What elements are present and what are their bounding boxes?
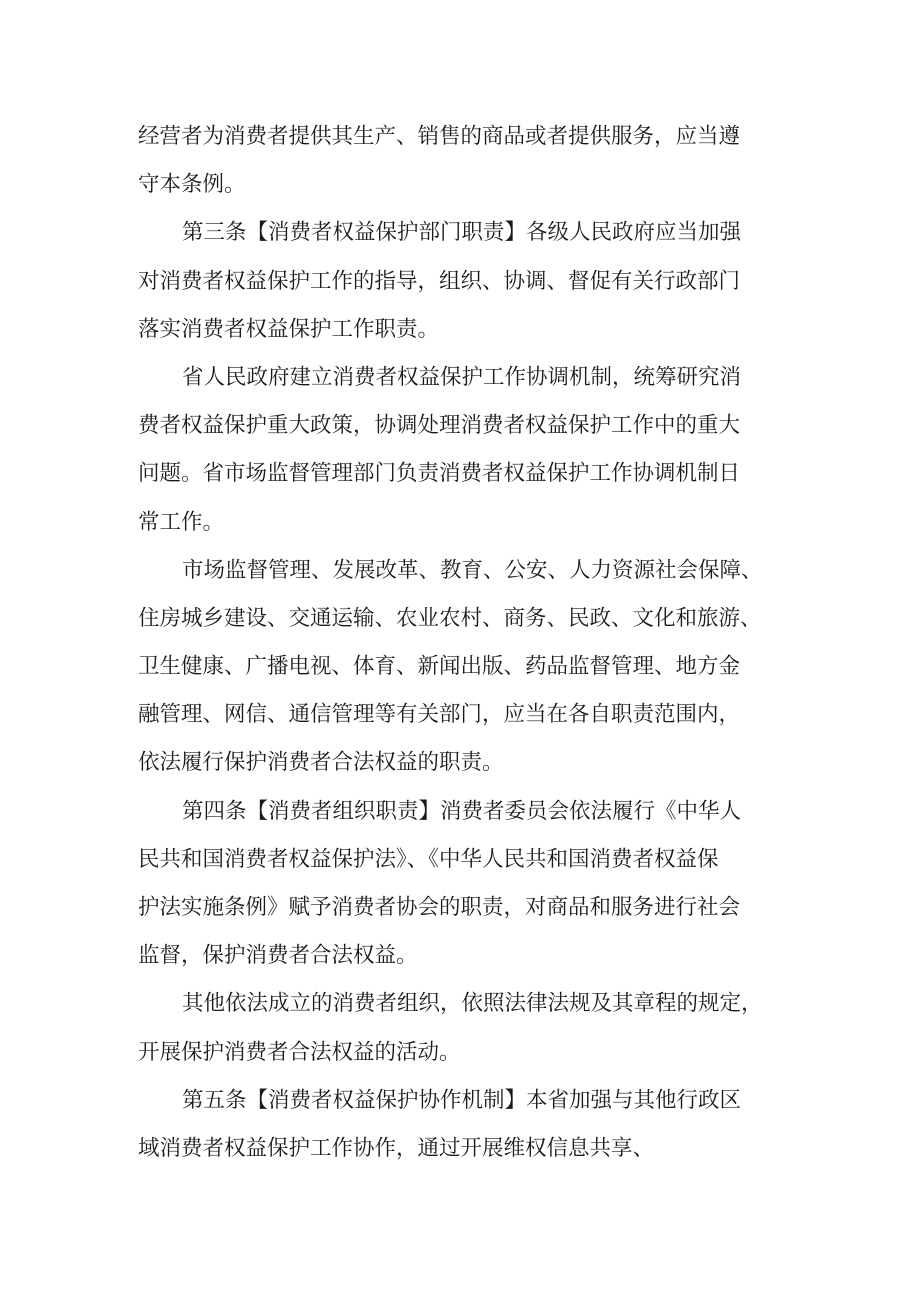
- text-line: 常工作。: [138, 509, 225, 535]
- text-line: 第四条【消费者组织职责】消费者委员会依法履行《中华人: [182, 798, 742, 824]
- text-line: 融管理、网信、通信管理等有关部门，应当在各自职责范围内，: [138, 702, 741, 728]
- text-line: 市场监督管理、发展改革、教育、公安、人力资源社会保障、: [182, 557, 763, 583]
- text-line: 开展保护消费者合法权益的活动。: [138, 1039, 461, 1065]
- text-line: 域消费者权益保护工作协作，通过开展维权信息共享、: [138, 1135, 655, 1161]
- text-line: 依法履行保护消费者合法权益的职责。: [138, 750, 504, 776]
- text-line: 落实消费者权益保护工作职责。: [138, 316, 440, 342]
- text-line: 守本条例。: [138, 172, 246, 198]
- text-line: 护法实施条例》赋予消费者协会的职责，对商品和服务进行社会: [138, 895, 741, 920]
- text-line: 第三条【消费者权益保护部门职责】各级人民政府应当加强: [182, 220, 742, 246]
- text-line: 其他依法成立的消费者组织，依照法律法规及其章程的规定，: [182, 991, 763, 1017]
- text-line: 问题。省市场监督管理部门负责消费者权益保护工作协调机制日: [138, 461, 741, 487]
- text-line: 省人民政府建立消费者权益保护工作协调机制，统筹研究消: [182, 364, 742, 390]
- document-body: [138, 113, 798, 1173]
- text-line: 卫生健康、广播电视、体育、新闻出版、药品监督管理、地方金: [138, 654, 741, 680]
- text-line: 监督，保护消费者合法权益。: [138, 943, 418, 969]
- text-line: 经营者为消费者提供其生产、销售的商品或者提供服务，应当遵: [138, 124, 741, 149]
- text-line: 民共和国消费者权益保护法》、《中华人民共和国消费者权益保: [138, 846, 719, 872]
- text-line: 住房城乡建设、交通运输、农业农村、商务、民政、文化和旅游、: [138, 605, 762, 631]
- text-line: 第五条【消费者权益保护协作机制】本省加强与其他行政区: [182, 1087, 742, 1113]
- text-line: 对消费者权益保护工作的指导，组织、协调、督促有关行政部门: [138, 268, 741, 294]
- text-line: 费者权益保护重大政策，协调处理消费者权益保护工作中的重大: [138, 413, 741, 439]
